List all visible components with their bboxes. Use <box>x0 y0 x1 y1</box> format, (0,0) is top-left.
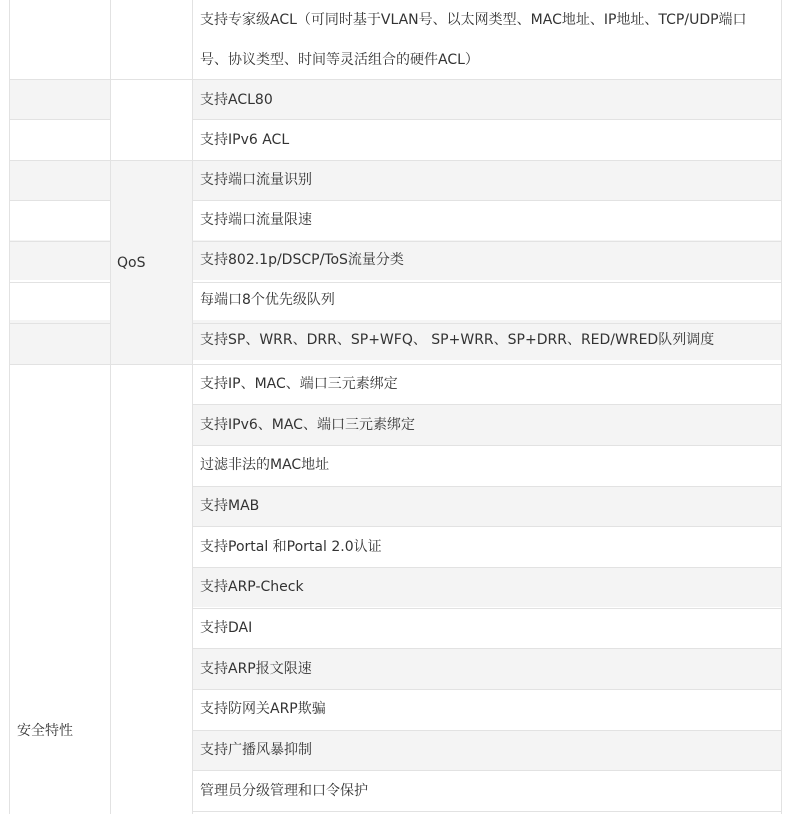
grid-line <box>192 404 781 405</box>
grid-line <box>192 770 781 771</box>
grid-line <box>192 0 193 814</box>
left-cell <box>9 80 110 120</box>
table-cell: 支持ARP-Check <box>200 579 304 595</box>
grid-line <box>192 730 781 731</box>
table-cell: 支持端口流量识别 <box>200 172 312 188</box>
grid-line <box>9 160 781 161</box>
table-cell: 号、协议类型、时间等灵活组合的硬件ACL） <box>200 52 479 68</box>
left-cell <box>9 160 110 200</box>
grid-line <box>192 526 781 527</box>
table-cell: 支持802.1p/DSCP/ToS流量分类 <box>200 252 404 268</box>
category-cell-security <box>9 364 110 814</box>
table-cell: 支持Portal 和Portal 2.0认证 <box>200 539 382 555</box>
table-cell: 支持SP、WRR、DRR、SP+WFQ、 SP+WRR、SP+DRR、RED/WRED队列调度 <box>200 332 715 348</box>
left-cell <box>9 200 110 240</box>
grid-line <box>9 241 110 242</box>
table-cell: 过滤非法的MAC地址 <box>200 457 330 473</box>
table-cell: 支持ARP报文限速 <box>200 661 312 677</box>
table-cell: 支持端口流量限速 <box>200 212 312 228</box>
table-cell: 支持ACL80 <box>200 92 273 108</box>
table-cell: 支持防网关ARP欺骗 <box>200 701 326 717</box>
grid-line <box>192 119 781 120</box>
table-cell: 管理员分级管理和口令保护 <box>200 783 368 799</box>
grid-line <box>9 200 110 201</box>
table-cell: 支持专家级ACL（可同时基于VLAN号、以太网类型、MAC地址、IP地址、TCP/UDP端口 <box>200 12 747 28</box>
category-label-security: 安全特性 <box>17 723 73 739</box>
grid-line <box>9 323 110 324</box>
left-cell <box>9 280 110 320</box>
table-cell: 每端口8个优先级队列 <box>200 292 335 308</box>
left-cell <box>9 320 110 364</box>
grid-line <box>781 0 782 814</box>
grid-line <box>9 0 10 814</box>
category-label-qos: QoS <box>117 255 146 271</box>
grid-line <box>110 0 111 814</box>
grid-line <box>192 486 781 487</box>
grid-line <box>9 364 781 365</box>
grid-line <box>9 282 110 283</box>
grid-line <box>9 119 110 120</box>
grid-line <box>192 282 781 283</box>
grid-line <box>192 648 781 649</box>
table-cell: 支持IP、MAC、端口三元素绑定 <box>200 376 398 392</box>
grid-line <box>192 689 781 690</box>
table-cell: 支持DAI <box>200 620 253 636</box>
category-cell-acl <box>110 0 192 160</box>
table-cell: 支持MAB <box>200 498 260 514</box>
grid-line <box>192 445 781 446</box>
grid-line <box>192 608 781 609</box>
grid-line <box>9 79 781 80</box>
grid-line <box>192 200 781 201</box>
table-cell: 支持IPv6、MAC、端口三元素绑定 <box>200 417 415 433</box>
grid-line <box>192 811 781 812</box>
left-cell <box>9 120 110 160</box>
grid-line <box>192 241 781 242</box>
category-cell-security-sub <box>110 364 192 814</box>
grid-line <box>192 567 781 568</box>
table-cell: 支持广播风暴抑制 <box>200 742 312 758</box>
grid-line <box>192 323 781 324</box>
left-cell <box>9 240 110 280</box>
table-cell: 支持IPv6 ACL <box>200 132 290 148</box>
left-cell <box>9 0 110 80</box>
